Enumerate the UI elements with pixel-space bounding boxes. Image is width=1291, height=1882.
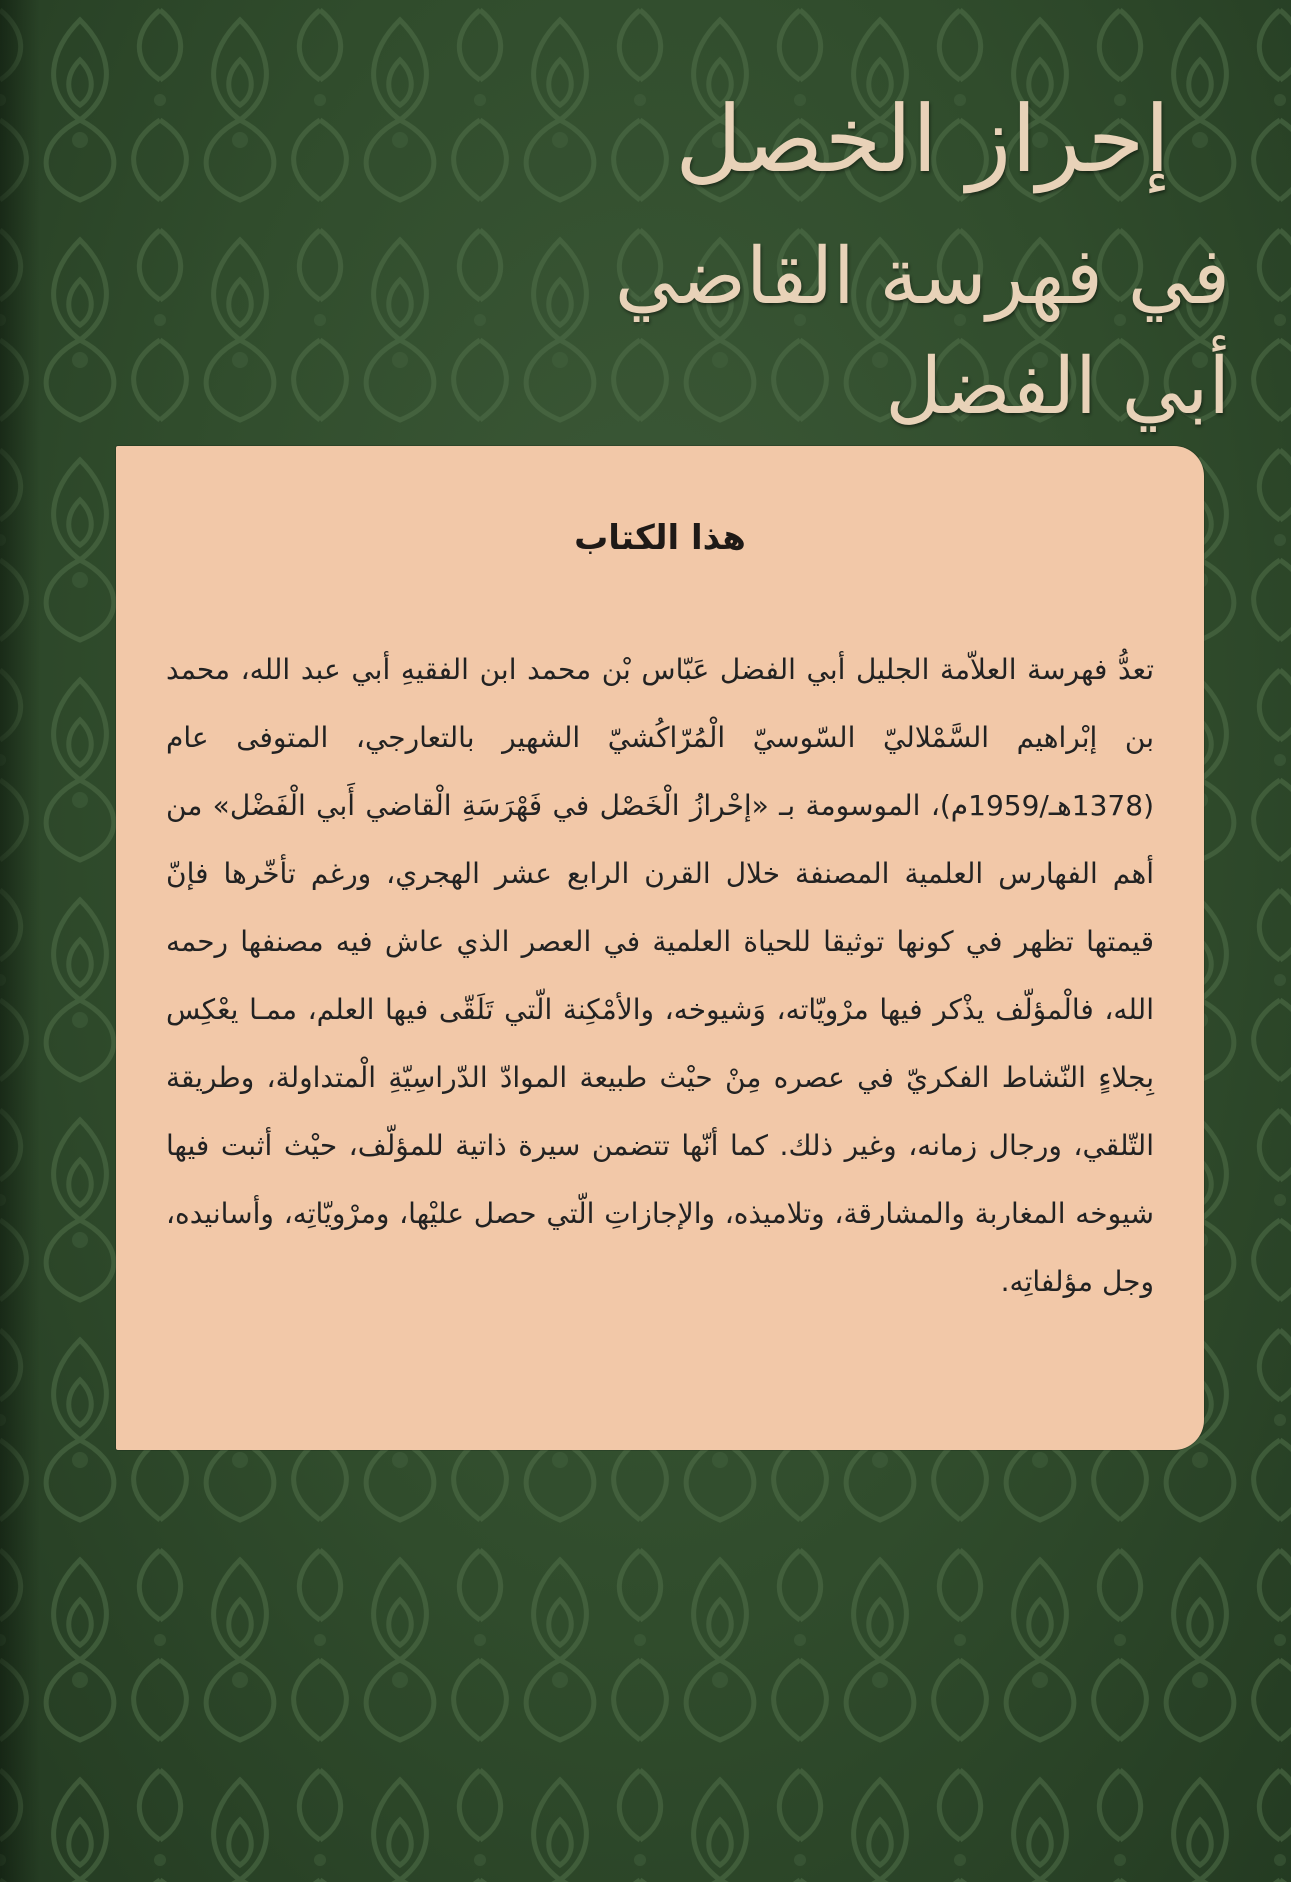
title-line-1: إحراز الخصل (675, 86, 1170, 193)
description-panel (116, 446, 1204, 1450)
panel-heading: هذا الكتاب (574, 518, 746, 558)
panel-body-text: تعدُّ فهرسة العلاّمة الجليل أبي الفضل عَبّاس بْن محمد ابن الفقيهِ أبي عبد الله، محمد بن إبْراهيم السَّمْلاليّ السّوسيّ الْمُرّاكُشيّ الشهير بالتعارجي، المتوفى عام (1378هـ/1959م)، الموسومة بـ «إحْرازُ الْخَصْل في فَهْرَسَةِ الْقاضي أَبي الْفَضْل» من أهم الفهارس العلمية المصنفة خلال القرن الرابع عشر الهجري، ورغم تأخّرها فإنّ قيمتها تظهر في كونها توثيقا للحياة العلمية في العصر الذي عاش فيه مصنفها رحمه الله، فالْمؤلّف يذْكر فيها مرْويّاته، وَشيوخه، والأمْكِنة الّتي تَلَقّى فيها العلم، ممـا يعْكِس بِجلاءٍ النّشاط الفكريّ في عصره مِنْ حيْث طبيعة الموادّ الدّراسِيّةِ الْمتداولة، وطريقة التّلقي، ورجال زمانه، وغير ذلك. كما أنّها تتضمن سيرة ذاتية للمؤلّف، حيْث أثبت فيها شيوخه المغاربة والمشارقة، وتلاميذه، والإجازاتِ الّتي حصل عليْها، ومرْويّاتِه، وأسانيده، وجل مؤلفاتِه. (166, 653, 1154, 1298)
title-line-2: في فهرسة القاضي أبي الفضل (614, 232, 1230, 432)
cover-title (560, 80, 1230, 442)
spine-shadow (0, 0, 40, 1882)
